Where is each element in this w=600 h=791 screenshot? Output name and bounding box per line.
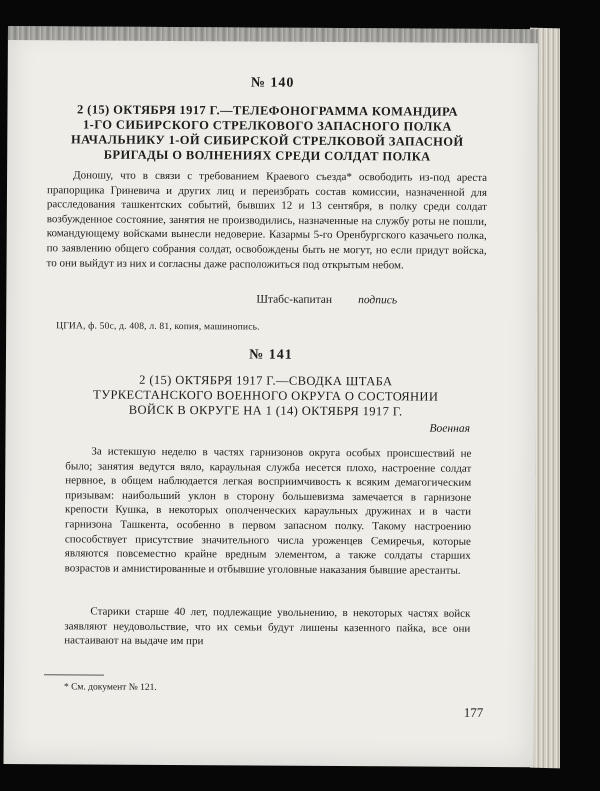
document-141-title (56, 372, 476, 420)
title-line: 2 (15) ОКТЯБРЯ 1917 Г.—ТЕЛЕФОНОГРАММА КОМАНДИРА (76, 102, 458, 119)
signature-rank: Штабс-капитан (256, 293, 333, 306)
title-line: НАЧАЛЬНИКУ 1-ОЙ СИБИРСКОЙ СТРЕЛКОВОЙ ЗАПАСНОЙ (70, 132, 464, 149)
signature-mark: подпись (358, 294, 398, 307)
document-141-paragraph-2: Старики старше 40 лет, подлежащие увольнению, в некоторых частях войск заявляют неудовольствие, что их семьи будут лишены казенного пайка, все они настаивают на выдаче им при (64, 605, 471, 648)
document-140-source: ЦГИА, ф. 50с, д. 408, л. 81, копия, машинопись. (56, 321, 260, 333)
torn-top-edge (8, 26, 538, 43)
title-line: 2 (15) ОКТЯБРЯ 1917 Г.—СВОДКА ШТАБА (139, 372, 393, 389)
document-141-paragraph-1: За истекшую неделю в частях гарнизонов округа особых происшествий не было; занятия ведутся вяло, караульная служба несется плохо, настроение солдат нервное, в общем наблюдается легкая восприимчивость к всяким демагогическим призывам: наибольший уклон в сторону большевизма замечается в гарнизоне крепости Кушка, в некоторых ополченческих караульных дружинах и в части гарнизона Ташкента, особенно в первом запасном полку. Такому настроению способствует присутствие значительного числа уроженцев Семиречья, которые являются повсеместно крайне вредным элементом, а также солдаты старших возрастов и амнистированные и отбывшие уголовные наказания бывшие арестанты. (64, 445, 472, 577)
title-line: ТУРКЕСТАНСКОГО ВОЕННОГО ОКРУГА О СОСТОЯНИИ (93, 387, 439, 404)
signature-line (256, 294, 397, 307)
book-page (3, 26, 537, 767)
footnote-divider (44, 674, 104, 675)
document-number-140: № 140 (250, 75, 295, 91)
footnote: * См. документ № 121. (63, 682, 157, 693)
document-140-title (57, 102, 477, 165)
document-number-141: № 141 (249, 347, 293, 363)
section-label: Военная (429, 422, 470, 435)
page-number: 177 (463, 704, 484, 720)
title-line: БРИГАДЫ О ВОЛНЕНИЯХ СРЕДИ СОЛДАТ ПОЛКА (103, 147, 431, 164)
title-line: 1-ГО СИБИРСКОГО СТРЕЛКОВОГО ЗАПАСНОГО ПОЛКА (82, 117, 452, 134)
document-140-body: Доношу, что в связи с требованием Краевого съезда* освободить из-под ареста прапорщика Гриневича и других лиц и переизбрать состав комиссии, назначенной для расследования ташкентских событий, бывших 12 и 13 сентября, в полку среди солдат возбужденное состояние, занятия не производились, назначенные на службу роты не пошли, командующему войсками вынесли недоверие. Казармы 5-го Оренбургского казачьего полка, по заявлению общего собрания солдат, освобождены быть не могут, но если придут войска, то они выйдут из них и согласны даже расположиться под открытым небом. (46, 169, 488, 271)
title-line: ВОЙСК В ОКРУГЕ НА 1 (14) ОКТЯБРЯ 1917 Г. (128, 402, 403, 419)
